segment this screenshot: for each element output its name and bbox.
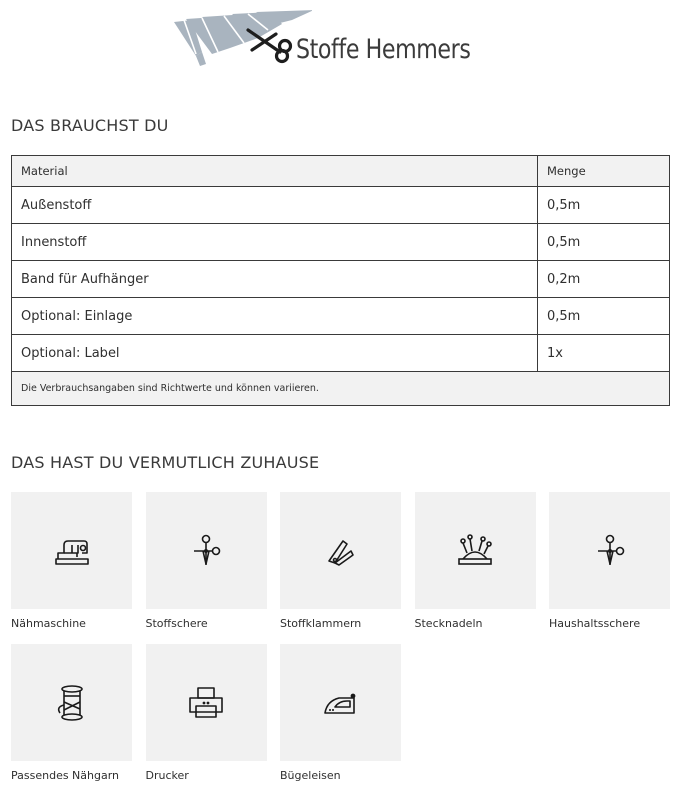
- fabric-clip-icon: [321, 531, 361, 571]
- material-cell: Band für Aufhänger: [12, 261, 538, 298]
- tool-label: Haushaltsschere: [549, 617, 641, 630]
- scissors-icon: [186, 531, 226, 571]
- material-cell: Optional: Einlage: [12, 298, 538, 335]
- printer-icon: [186, 683, 226, 723]
- material-cell: Außenstoff: [12, 187, 538, 224]
- tool-label: Passendes Nähgarn: [11, 769, 120, 782]
- scissors-icon: [590, 531, 630, 571]
- tool-card-printer[interactable]: [146, 644, 267, 782]
- table-row: [12, 187, 670, 224]
- tool-card-fabric-scissors[interactable]: [146, 492, 267, 630]
- section-heading-home: DAS HAST DU VERMUTLICH ZUHAUSE: [11, 453, 320, 472]
- section-heading-need: DAS BRAUCHST DU: [11, 116, 169, 135]
- tool-label: Stoffschere: [145, 617, 208, 630]
- materials-table: [11, 155, 670, 406]
- tool-tile: [280, 644, 401, 761]
- material-cell: Innenstoff: [12, 224, 538, 261]
- tool-label: Stoffklammern: [280, 617, 362, 630]
- tool-label: Bügeleisen: [280, 769, 341, 782]
- tool-label: Drucker: [145, 769, 189, 782]
- tool-card-sewing-machine[interactable]: [11, 492, 132, 630]
- table-note-row: [12, 372, 670, 406]
- iron-icon: [321, 683, 361, 723]
- scissors-logo-icon: [172, 8, 312, 70]
- table-row: [12, 261, 670, 298]
- tool-card-household-scissors[interactable]: [549, 492, 670, 630]
- table-header-row: [12, 156, 670, 187]
- tool-tile: [146, 644, 267, 761]
- qty-cell: 0,2m: [538, 261, 670, 298]
- tool-card-fabric-clips[interactable]: [280, 492, 401, 630]
- column-header-material: Material: [12, 156, 538, 187]
- tool-card-thread[interactable]: [11, 644, 132, 782]
- tools-grid: [11, 492, 673, 782]
- table-row: [12, 298, 670, 335]
- tool-tile: [280, 492, 401, 609]
- thread-spool-icon: [52, 683, 92, 723]
- qty-cell: 0,5m: [538, 187, 670, 224]
- tool-label: Nähmaschine: [11, 617, 86, 630]
- tool-tile: [11, 492, 132, 609]
- pincushion-icon: [455, 531, 495, 571]
- qty-cell: 0,5m: [538, 224, 670, 261]
- table-row: [12, 224, 670, 261]
- column-header-qty: Menge: [538, 156, 670, 187]
- qty-cell: 0,5m: [538, 298, 670, 335]
- table-row: [12, 335, 670, 372]
- tool-card-pins[interactable]: [415, 492, 536, 630]
- brand-logo[interactable]: [172, 8, 472, 70]
- consumption-note: Die Verbrauchsangaben sind Richtwerte und können variieren.: [12, 372, 670, 406]
- sewing-machine-icon: [52, 531, 92, 571]
- tool-label: Stecknadeln: [414, 617, 483, 630]
- tool-tile: [549, 492, 670, 609]
- tool-tile: [146, 492, 267, 609]
- material-cell: Optional: Label: [12, 335, 538, 372]
- tool-tile: [415, 492, 536, 609]
- tool-tile: [11, 644, 132, 761]
- brand-name: Stoffe Hemmers: [296, 34, 471, 65]
- qty-cell: 1x: [538, 335, 670, 372]
- tool-card-iron[interactable]: [280, 644, 401, 782]
